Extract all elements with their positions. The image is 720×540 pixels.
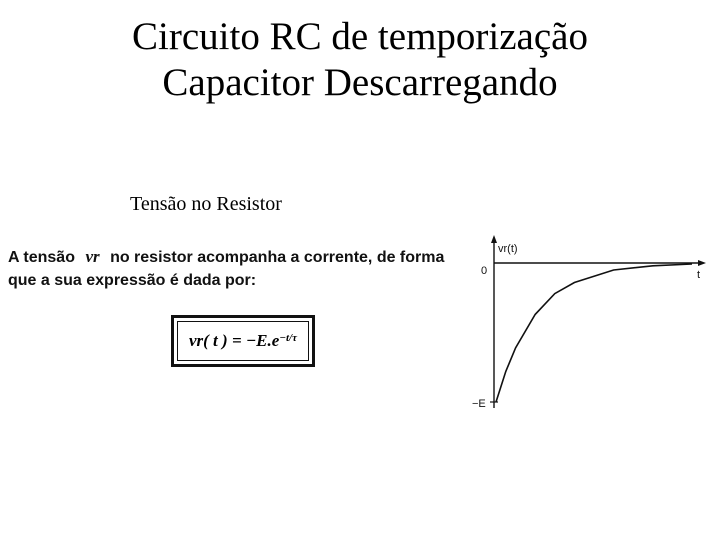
formula-exponent: −t/τ [279, 332, 297, 344]
title-line-2: Capacitor Descarregando [162, 61, 558, 104]
slide-title [0, 14, 720, 106]
text-part-1: A tensão [8, 249, 75, 266]
zero-tick-label: 0 [481, 265, 488, 277]
text-part-2: no resistor acompanha a corrente, de forma [110, 249, 445, 266]
x-axis-label: t [697, 269, 701, 281]
y-axis-arrow [491, 235, 497, 243]
series-line [496, 264, 692, 402]
description-text [8, 245, 468, 292]
x-axis-arrow [698, 260, 706, 266]
description-line-2: que a sua expressão é dada por: [8, 272, 257, 289]
formula [177, 321, 309, 361]
voltage-graph [460, 232, 710, 412]
formula-main: vr( t ) = −E.e [188, 331, 280, 350]
title-line-1: Circuito RC de temporização [132, 15, 588, 58]
description-line-1 [8, 245, 468, 269]
formula-box [171, 315, 315, 367]
variable-vr: vr [85, 247, 100, 266]
y-axis-label: vr(t) [498, 243, 518, 255]
neg-e-tick-label: −E [472, 398, 486, 410]
section-subtitle: Tensão no Resistor [130, 193, 282, 215]
